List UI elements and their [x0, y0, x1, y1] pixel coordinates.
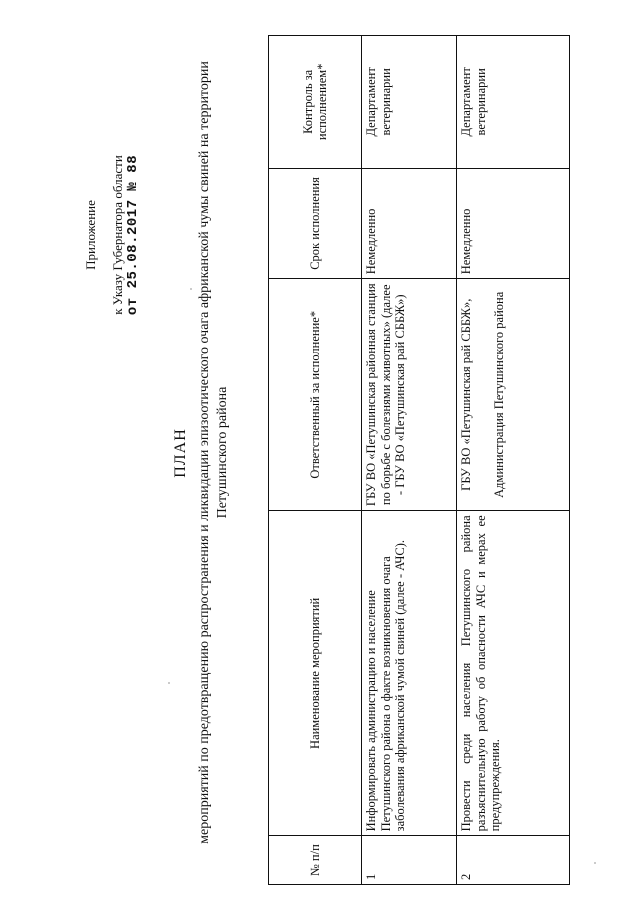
scan-speck: [190, 288, 192, 290]
header-name: Наименование мероприятий: [269, 511, 362, 836]
control-party: Департамент ветеринарии: [362, 36, 457, 169]
header-control: Контроль за исполнением*: [269, 36, 362, 169]
measures-table: [268, 35, 570, 885]
header-num: № п/п: [269, 836, 362, 885]
table-row: [362, 36, 457, 885]
header-responsible: Ответственный за исполнение*: [269, 279, 362, 511]
measure-name: Информировать администрацию и население Петушинского района о факте возникновения очага заболевания африканской чумой свиней (далее - АЧС).: [362, 511, 457, 836]
row-number: 1: [362, 836, 457, 885]
document-subtitle: мероприятий по предотвращению распространения и ликвидации эпизоотического очага африканской чумы свиней на территории Петушинского района: [197, 61, 230, 844]
decree-date-stamp: от 25.08.2017 № 88: [125, 154, 141, 316]
execution-term: Немедленно: [362, 168, 457, 279]
responsible-party-extra: Администрация Петушинского района: [491, 291, 506, 498]
row-number: 2: [457, 836, 570, 885]
table-header-row: [269, 36, 362, 885]
appendix-label: Приложение: [83, 200, 98, 270]
responsible-party: ГБУ ВО «Петушинская районная станция по борьбе с болезнями животных» (далее - ГБУ ВО «Петушинская рай СББЖ»): [362, 279, 457, 511]
measure-name: Провести среди населения Петушинского района разъяснительную работу об опасности АЧС и мерах ее предупреждения.: [457, 511, 570, 836]
control-party: Департамент ветеринарии: [457, 36, 570, 169]
decree-reference: к Указу Губернатора области: [110, 155, 125, 315]
scan-speck: [594, 862, 596, 864]
responsible-party: ГБУ ВО «Петушинская рай СББЖ»,: [459, 298, 473, 491]
execution-term: Немедленно: [457, 168, 570, 279]
table-row: [457, 36, 570, 885]
responsible-cell: [457, 279, 570, 511]
header-term: Срок исполнения: [269, 168, 362, 279]
scan-speck: [168, 682, 170, 684]
document-title: ПЛАН: [172, 428, 189, 478]
